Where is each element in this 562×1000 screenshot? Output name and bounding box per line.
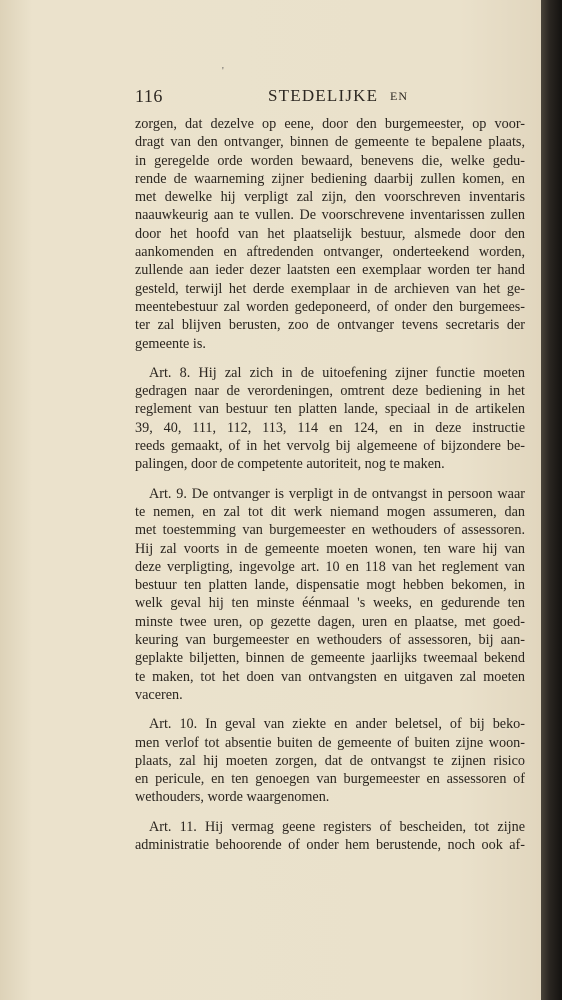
text-line: reglement van bestuur ten platten lande, speciaal in de artikelen: [135, 401, 525, 418]
text-line: minste twee uren, op gezette dagen, uren en plaatse, met goed-: [135, 613, 525, 630]
text-line: Art. 11. Hij vermag geene registers of bescheiden, tot zijne: [149, 818, 525, 835]
printer-mark: ': [222, 66, 224, 77]
text-line: bestuur ten platten lande, dispensatie mogt hebben bekomen, in: [135, 577, 525, 594]
text-line: zorgen, dat dezelve op eene, door den burgemeester, op voor-: [135, 116, 525, 132]
text-line: ter zal blijven berusten, zoo de ontvanger tevens secretaris der: [135, 317, 525, 334]
running-head: STEDELIJKE: [268, 86, 379, 105]
text-line: vaceren.: [135, 686, 183, 703]
paragraph-continuation: [135, 115, 525, 353]
text-line: in geregelde orde worden bewaard, benevens die, welke gedu-: [135, 152, 525, 169]
text-line: Art. 8. Hij zal zich in de uitoefening zijner functie moeten: [149, 364, 525, 381]
article-11: [135, 818, 525, 855]
text-line: deze verpligting, ingevolge art. 10 en 118 van het reglement van: [135, 558, 525, 575]
text-line: administratie behoorende of onder hem berustende, noch ook af-: [135, 836, 525, 853]
text-line: te nemen, en zal tot dit werk niemand mogen assumeren, dan: [135, 503, 525, 520]
text-line: gemeente is.: [135, 335, 206, 352]
text-line: zullende aan ieder dezer laatsten een exemplaar worden ter hand: [135, 262, 525, 279]
text-line: te maken, tot het doen van ontvangsten en uitgaven zal moeten: [135, 668, 525, 685]
text-line: aankomenden en aftredenden ontvanger, onderteekend worden,: [135, 244, 525, 261]
text-line: met dewelke hij verpligt zal zijn, den voorschreven inventaris: [135, 189, 525, 206]
text-line: geplakte biljetten, binnen de gemeente jaarlijks tweemaal bekend: [135, 650, 525, 667]
text-line: dragt van den ontvanger, binnen de gemeente te bepalene plaats,: [135, 134, 525, 151]
page-header: [135, 86, 525, 110]
text-line: welk geval hij ten minste éénmaal 's weeks, en gedurende ten: [135, 595, 525, 612]
article-9: [135, 485, 525, 705]
book-spine-edge: [541, 0, 562, 1000]
text-line: men verlof tot absentie buiten de gemeente of buiten zijne woon-: [135, 734, 525, 751]
page-number: 116: [135, 86, 163, 106]
text-line: plaats, zal hij moeten zorgen, dat de ontvangst te zijnen risico: [135, 752, 525, 769]
text-line: gedragen naar de verordeningen, omtrent deze bediening in het: [135, 383, 525, 400]
text-line: met toestemming van burgemeester en wethouders of assessoren.: [135, 522, 525, 539]
text-line: gesteld, terwijl het derde exemplaar in de archieven van het ge-: [135, 280, 525, 297]
text-line: keuring van burgemeester en wethouders of assessoren, bij aan-: [135, 632, 525, 649]
text-line: 39, 40, 111, 112, 113, 114 en 124, en in deze instructie: [135, 419, 525, 436]
text-line: naauwkeurig aan te vullen. De voorschrevene inventarissen zullen: [135, 207, 525, 224]
text-line: rende de waarneming zijner bediening daarbij zullen komen, en: [135, 170, 525, 187]
text-line: Hij zal voorts in de gemeente moeten wonen, ten ware hij van: [135, 540, 525, 557]
article-10: [135, 715, 525, 806]
body-text: [135, 115, 525, 854]
text-line: meentebestuur zal worden gedeponeerd, of onder den burgemees-: [135, 298, 525, 315]
text-line: en pericule, en ten genoegen van burgemeester en assessoren of: [135, 771, 525, 788]
running-head-suffix: EN: [390, 89, 408, 103]
text-line: reeds gemaakt, of in het vervolg bij algemeene of bijzondere be-: [135, 438, 525, 455]
text-line: door het hoofd van het plaatselijk bestuur, alsmede door den: [135, 225, 525, 242]
article-8: [135, 364, 525, 474]
text-line: Art. 9. De ontvanger is verpligt in de ontvangst in persoon waar: [149, 485, 525, 502]
text-line: wethouders, worde waargenomen.: [135, 789, 330, 806]
text-line: palingen, door de competente autoriteit, nog te maken.: [135, 456, 445, 473]
text-line: Art. 10. In geval van ziekte en ander beletsel, of bij beko-: [149, 716, 525, 733]
